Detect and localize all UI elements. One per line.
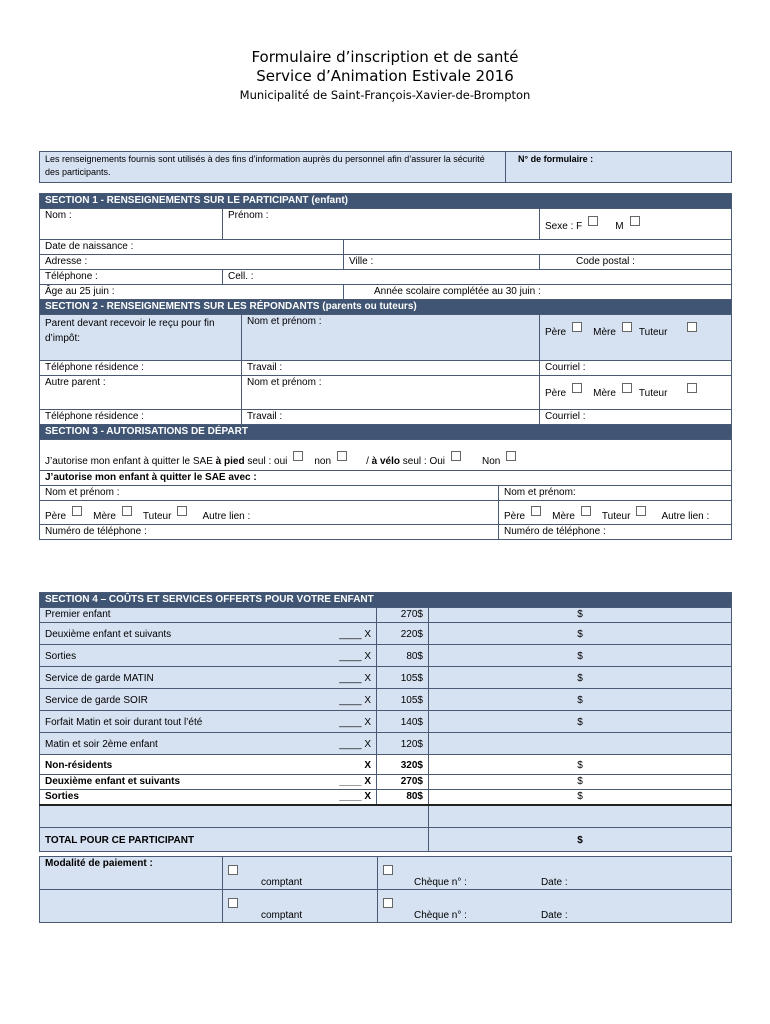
cost-row-qty[interactable]: ____ X (222, 775, 377, 790)
naissance-field[interactable]: Date de naissance : (40, 240, 344, 255)
mere-checkbox[interactable] (622, 322, 632, 332)
sexe-m-checkbox[interactable] (630, 216, 640, 226)
cost-row-qty[interactable]: ____ X (222, 689, 377, 711)
parent-recu-label: Parent devant recevoir le reçu pour fin d’impôt: (40, 315, 242, 361)
pied-oui-checkbox[interactable] (293, 451, 303, 461)
tuteur-checkbox[interactable] (687, 322, 697, 332)
form-subtitle: Service d’Animation Estivale 2016 (256, 67, 514, 85)
cost-row-price: 220$ (377, 623, 429, 645)
cost-row-total[interactable]: $ (429, 667, 732, 689)
courriel-field-2[interactable]: Courriel : (540, 410, 732, 425)
telephone-field[interactable]: Téléphone : (40, 270, 223, 285)
section-2-title: SECTION 2 - RENSEIGNEMENTS SUR LES RÉPONDANTS (parents ou tuteurs) (40, 300, 732, 315)
cost-row-qty[interactable]: ____ X (222, 645, 377, 667)
cost-row-price: 270$ (377, 608, 429, 623)
acc2-pere-checkbox[interactable] (531, 506, 541, 516)
section-3-title: SECTION 3 - AUTORISATIONS DE DÉPART (40, 425, 732, 440)
travail-field[interactable]: Travail : (242, 361, 540, 376)
acc2-mere-checkbox[interactable] (581, 506, 591, 516)
autre-parent-lien: Père Mère Tuteur (540, 376, 732, 410)
autre-parent-nom-field[interactable]: Nom et prénom : (242, 376, 540, 410)
cost-row-label: Premier enfant (40, 608, 377, 623)
pere-checkbox[interactable] (572, 322, 582, 332)
autorisation-seul: J’autorise mon enfant à quitter le SAE à pied seul : oui non / à vélo seul : Oui Non (40, 440, 732, 471)
municipality: Municipalité de Saint-François-Xavier-de-Brompton (239, 88, 531, 102)
cost-row-price: 80$ (377, 645, 429, 667)
total-label: TOTAL POUR CE PARTICIPANT (40, 827, 429, 851)
payment-cheque-1: Chèque n° : Date : (378, 857, 732, 890)
sexe-f-checkbox[interactable] (588, 216, 598, 226)
cost-row-total[interactable]: $ (429, 775, 732, 790)
cheque-checkbox-1[interactable] (383, 865, 393, 875)
payment-comptant-2: comptant (223, 890, 378, 923)
autorisation-avec-label: J’autorise mon enfant à quitter le SAE avec : (40, 471, 732, 486)
cost-row-price: 270$ (377, 775, 429, 790)
annee-scolaire-field[interactable]: Année scolaire complétée au 30 juin : (344, 285, 732, 300)
payment-comptant-1: comptant (223, 857, 378, 890)
cost-row-label: Sorties (40, 790, 222, 806)
intro-text: Les renseignements fournis sont utilisés à des fins d’information auprès du personnel afin d’assurer la sécurité des participants. (40, 152, 506, 183)
adresse-field[interactable]: Adresse : (40, 255, 344, 270)
accompagnateur-1-nom[interactable]: Nom et prénom : (40, 486, 499, 501)
acc1-mere-checkbox[interactable] (122, 506, 132, 516)
pere-checkbox-2[interactable] (572, 383, 582, 393)
accompagnateur-2-lien: Père Mère Tuteur Autre lien : (499, 501, 732, 525)
cost-row-label: Deuxième enfant et suivants (40, 775, 222, 790)
accompagnateur-2-nom[interactable]: Nom et prénom: (499, 486, 732, 501)
travail-field-2[interactable]: Travail : (242, 410, 540, 425)
acc1-pere-checkbox[interactable] (72, 506, 82, 516)
section-4-title: SECTION 4 – COÛTS ET SERVICES OFFERTS POUR VOTRE ENFANT (40, 593, 732, 608)
autre-parent-label: Autre parent : (40, 376, 242, 410)
cost-row-total[interactable]: $ (429, 623, 732, 645)
cost-row-label: Deuxième enfant et suivants (40, 623, 222, 645)
age-field[interactable]: Âge au 25 juin : (40, 285, 344, 300)
tuteur-checkbox-2[interactable] (687, 383, 697, 393)
prenom-field[interactable]: Prénom : (223, 209, 540, 240)
nom-field[interactable]: Nom : (40, 209, 223, 240)
cost-row-total[interactable]: $ (429, 755, 732, 775)
cost-row-qty[interactable]: ____ X (222, 667, 377, 689)
cost-row-qty[interactable]: ____ X (222, 790, 377, 806)
cost-row-label: Service de garde SOIR (40, 689, 222, 711)
cell-field[interactable]: Cell. : (223, 270, 732, 285)
payment-table (39, 856, 732, 923)
comptant-checkbox-1[interactable] (228, 865, 238, 875)
cost-row-label: Matin et soir 2ème enfant (40, 733, 222, 755)
sections-1-3 (39, 193, 732, 540)
cost-row-qty[interactable]: ____ X (222, 711, 377, 733)
cost-row-total[interactable]: $ (429, 711, 732, 733)
section-1-title: SECTION 1 - RENSEIGNEMENTS SUR LE PARTICIPANT (enfant) (40, 194, 732, 209)
cost-row-total[interactable]: $ (429, 790, 732, 806)
cost-row-price: 140$ (377, 711, 429, 733)
acc1-tuteur-checkbox[interactable] (177, 506, 187, 516)
form-number-field[interactable]: N° de formulaire : (506, 152, 732, 183)
form-header (0, 48, 770, 105)
cost-row-price: 120$ (377, 733, 429, 755)
accompagnateur-1-lien: Père Mère Tuteur Autre lien : (40, 501, 499, 525)
cost-row-price: 105$ (377, 689, 429, 711)
cost-row-total[interactable]: $ (429, 645, 732, 667)
cost-row-total[interactable] (429, 733, 732, 755)
modalite-label: Modalité de paiement : (40, 857, 223, 890)
velo-non-checkbox[interactable] (506, 451, 516, 461)
tel-res-field[interactable]: Téléphone résidence : (40, 361, 242, 376)
section-4-table (39, 592, 732, 852)
tel-res-field-2[interactable]: Téléphone résidence : (40, 410, 242, 425)
velo-oui-checkbox[interactable] (451, 451, 461, 461)
total-value[interactable]: $ (429, 827, 732, 851)
comptant-checkbox-2[interactable] (228, 898, 238, 908)
cost-row-label: Non-résidents (40, 755, 222, 775)
parent-nom-field[interactable]: Nom et prénom : (242, 315, 540, 361)
cost-row-label: Service de garde MATIN (40, 667, 222, 689)
code-postal-field[interactable]: Code postal : (540, 255, 732, 270)
cost-row-price: 105$ (377, 667, 429, 689)
cheque-checkbox-2[interactable] (383, 898, 393, 908)
parent-lien: Père Mère Tuteur (540, 315, 732, 361)
cost-row-label: Forfait Matin et soir durant tout l’été (40, 711, 222, 733)
payment-cheque-2: Chèque n° : Date : (378, 890, 732, 923)
courriel-field[interactable]: Courriel : (540, 361, 732, 376)
intro-table (39, 151, 732, 183)
cost-row-qty[interactable]: X (222, 755, 377, 775)
cost-row-qty[interactable]: ____ X (222, 623, 377, 645)
cost-row-total[interactable]: $ (429, 608, 732, 623)
pied-non-checkbox[interactable] (337, 451, 347, 461)
accompagnateur-2-tel[interactable]: Numéro de téléphone : (499, 525, 732, 540)
mere-checkbox-2[interactable] (622, 383, 632, 393)
form-title: Formulaire d’inscription et de santé (251, 48, 519, 66)
accompagnateur-1-tel[interactable]: Numéro de téléphone : (40, 525, 499, 540)
cost-row-qty[interactable]: ____ X (222, 733, 377, 755)
cost-row-price: 320$ (377, 755, 429, 775)
ville-field[interactable]: Ville : (344, 255, 540, 270)
sexe-field: Sexe : F M (540, 209, 732, 240)
acc2-tuteur-checkbox[interactable] (636, 506, 646, 516)
cost-row-total[interactable]: $ (429, 689, 732, 711)
cost-row-label: Sorties (40, 645, 222, 667)
cost-row-price: 80$ (377, 790, 429, 806)
